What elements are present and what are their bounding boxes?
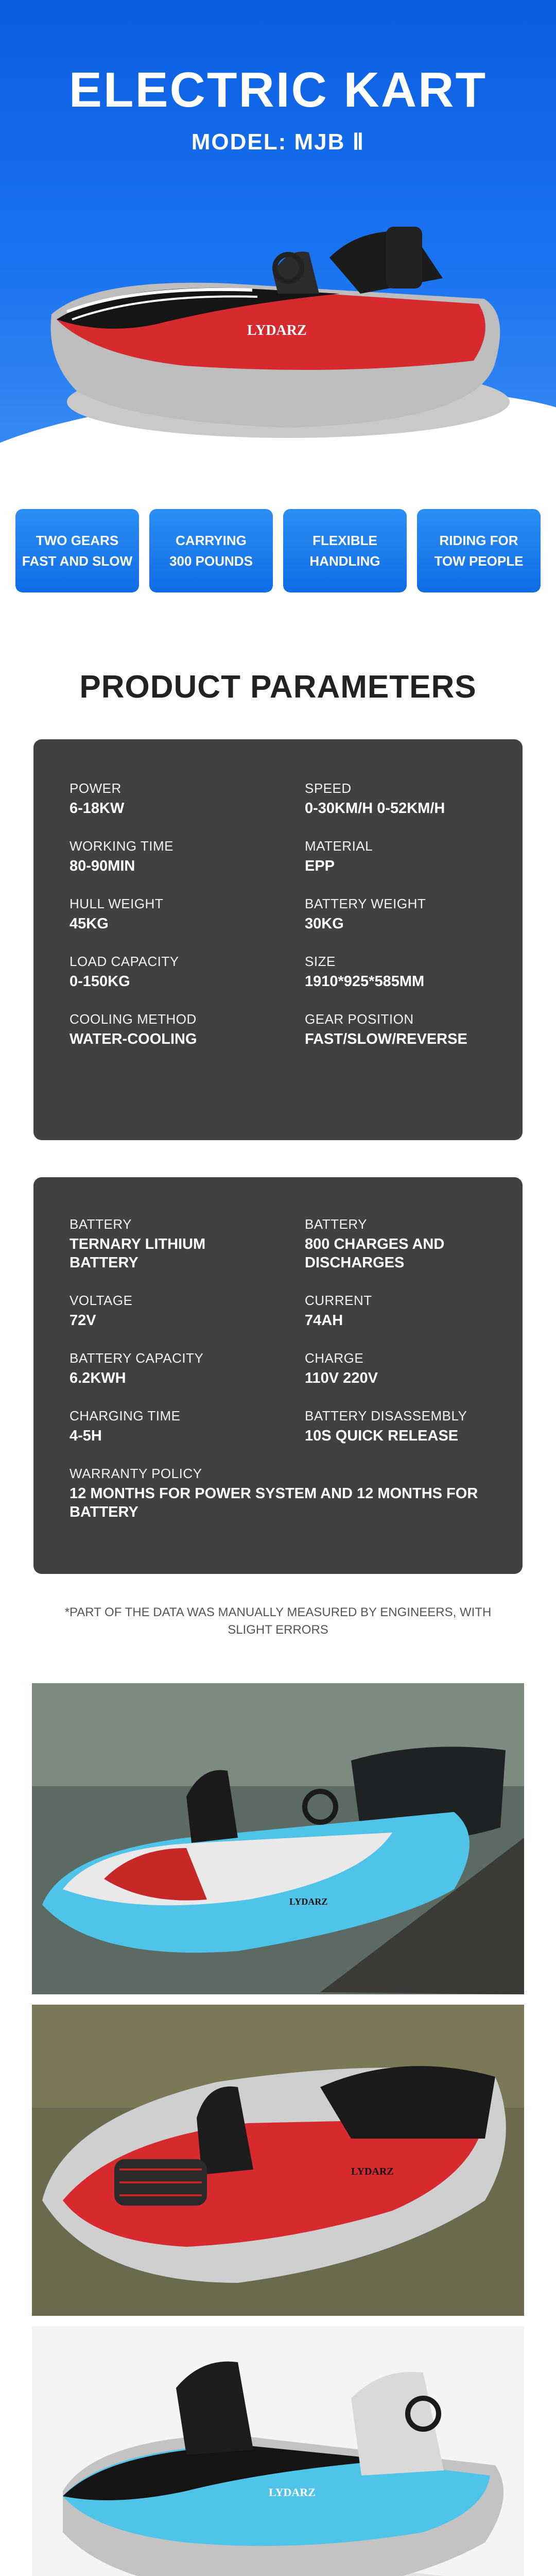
param-value: 0-30KM/H 0-52KM/H: [305, 800, 445, 817]
param-cell: [305, 837, 486, 875]
param-cell: [305, 1349, 486, 1387]
param-cell: [70, 953, 305, 991]
param-cell: [305, 1407, 486, 1445]
param-cell: [70, 779, 305, 818]
param-label: CHARGING TIME: [70, 1408, 181, 1423]
param-label: LOAD CAPACITY: [70, 954, 179, 969]
param-value: TERNARY LITHIUM BATTERY: [70, 1236, 206, 1271]
param-value: 110V 220V: [305, 1370, 378, 1386]
param-label: BATTERY CAPACITY: [70, 1350, 204, 1366]
param-cell: [305, 953, 486, 991]
param-label: SIZE: [305, 954, 336, 969]
feature-line2: FAST AND SLOW: [22, 553, 133, 569]
param-value: 80-90MIN: [70, 858, 135, 874]
param-label: WORKING TIME: [70, 838, 173, 854]
kart-brand-label: LYDARZ: [351, 2166, 394, 2177]
kart-photo-red: [32, 2005, 524, 2316]
param-cell: [305, 1215, 486, 1272]
param-label: BATTERY WEIGHT: [305, 896, 426, 911]
param-label: HULL WEIGHT: [70, 896, 164, 911]
param-cell: [305, 1292, 486, 1330]
param-cell-warranty: [70, 1465, 486, 1521]
param-label: POWER: [70, 781, 121, 796]
param-value: 0-150KG: [70, 973, 130, 990]
disclaimer-text: *PART OF THE DATA WAS MANUALLY MEASURED BY ENGINEERS, WITH SLIGHT ERRORS: [64, 1605, 492, 1637]
param-cell: [70, 1010, 305, 1048]
param-value: 45KG: [70, 916, 109, 932]
params-card-general: [33, 739, 523, 1140]
param-value: 6.2KWH: [70, 1370, 126, 1386]
param-value: 800 CHARGES AND DISCHARGES: [305, 1236, 445, 1271]
kart-brand-label: LYDARZ: [289, 1896, 328, 1907]
param-cell: [70, 1215, 305, 1272]
kart-photo-blue: [32, 1683, 524, 1994]
kart-hero-image: [31, 196, 525, 453]
param-cell: [70, 837, 305, 875]
param-label: BATTERY DISASSEMBLY: [305, 1408, 467, 1423]
feature-line1: FLEXIBLE: [312, 533, 377, 548]
param-label: CURRENT: [305, 1293, 372, 1308]
param-cell: [70, 1407, 305, 1445]
feature-line2: 300 POUNDS: [169, 553, 253, 569]
kart-brand-label: LYDARZ: [269, 2486, 316, 2499]
param-label: BATTERY: [305, 1216, 368, 1232]
feature-line2: TOW PEOPLE: [434, 553, 524, 569]
param-label: VOLTAGE: [70, 1293, 133, 1308]
param-value: FAST/SLOW/REVERSE: [305, 1031, 467, 1047]
hero-model: MODEL: MJB Ⅱ: [191, 129, 365, 155]
feature-line1: TWO GEARS: [36, 533, 119, 548]
param-cell: [70, 1349, 305, 1387]
param-value: 10S QUICK RELEASE: [305, 1428, 459, 1444]
hero-banner: [0, 0, 556, 484]
feature-line1: CARRYING: [176, 533, 247, 548]
feature-line1: RIDING FOR: [439, 533, 518, 548]
kart-brand-label: LYDARZ: [247, 323, 307, 338]
param-value: 12 MONTHS FOR POWER SYSTEM AND 12 MONTHS FOR BATTERY: [70, 1485, 478, 1520]
kart-photo-cyan: [32, 2326, 524, 2576]
features-row: [0, 509, 556, 592]
params-title: PRODUCT PARAMETERS: [79, 669, 477, 705]
param-value: 6-18KW: [70, 800, 125, 817]
feature-badge: [149, 509, 273, 592]
param-cell: [70, 895, 305, 933]
feature-badge: [15, 509, 139, 592]
param-cell: [305, 1010, 486, 1048]
param-value: EPP: [305, 858, 335, 874]
param-label: BATTERY: [70, 1216, 132, 1232]
param-label: COOLING METHOD: [70, 1011, 197, 1027]
param-value: WATER-COOLING: [70, 1031, 197, 1047]
param-cell: [305, 895, 486, 933]
param-label: SPEED: [305, 781, 352, 796]
param-cell: [70, 1292, 305, 1330]
param-label: MATERIAL: [305, 838, 373, 854]
param-value: 1910*925*585MM: [305, 973, 425, 990]
param-value: 74AH: [305, 1312, 343, 1329]
hero-title: ELECTRIC KART: [68, 62, 488, 117]
param-label: WARRANTY POLICY: [70, 1466, 202, 1481]
param-value: 4-5H: [70, 1428, 102, 1444]
param-value: 30KG: [305, 916, 344, 932]
param-cell: [305, 779, 486, 818]
feature-badge: [283, 509, 407, 592]
feature-line2: HANDLING: [309, 553, 380, 569]
feature-badge: [417, 509, 541, 592]
param-label: GEAR POSITION: [305, 1011, 414, 1027]
param-label: CHARGE: [305, 1350, 364, 1366]
params-card-battery: [33, 1177, 523, 1574]
param-value: 72V: [70, 1312, 96, 1329]
